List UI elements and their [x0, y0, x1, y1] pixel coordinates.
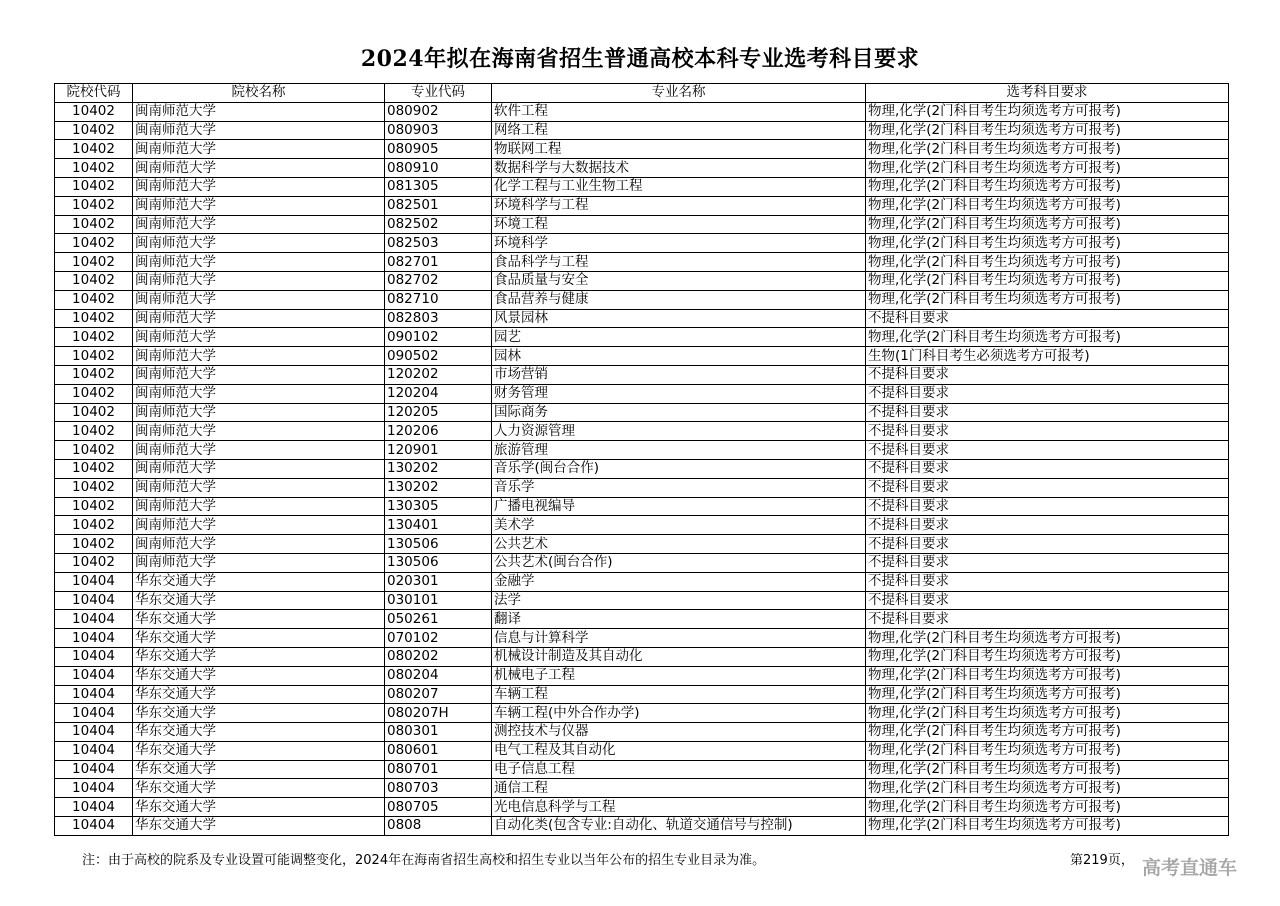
major-name-cell: 财务管理 — [492, 384, 866, 403]
major-name-cell: 环境科学与工程 — [492, 196, 866, 215]
school-code-cell: 10404 — [55, 817, 133, 836]
school-name-cell: 华东交通大学 — [133, 666, 385, 685]
school-code-cell: 10402 — [55, 459, 133, 478]
column-header-subject-requirement: 选考科目要求 — [866, 84, 1229, 103]
table-row — [55, 177, 1229, 196]
subject-requirement-cell: 物理,化学(2门科目考生均须选考方可报考) — [866, 779, 1229, 798]
school-name-cell: 闽南师范大学 — [133, 140, 385, 159]
major-name-cell: 园艺 — [492, 328, 866, 347]
school-code-cell: 10402 — [55, 215, 133, 234]
school-name-cell: 闽南师范大学 — [133, 253, 385, 272]
school-code-cell: 10402 — [55, 553, 133, 572]
subject-requirement-cell: 物理,化学(2门科目考生均须选考方可报考) — [866, 253, 1229, 272]
subject-requirement-cell: 不提科目要求 — [866, 384, 1229, 403]
school-name-cell: 闽南师范大学 — [133, 497, 385, 516]
school-name-cell: 闽南师范大学 — [133, 403, 385, 422]
table-row — [55, 685, 1229, 704]
table-row — [55, 309, 1229, 328]
table-row — [55, 328, 1229, 347]
school-code-cell: 10404 — [55, 760, 133, 779]
school-name-cell: 华东交通大学 — [133, 704, 385, 723]
major-name-cell: 机械设计制造及其自动化 — [492, 647, 866, 666]
table-row — [55, 591, 1229, 610]
subject-requirement-cell: 物理,化学(2门科目考生均须选考方可报考) — [866, 760, 1229, 779]
school-name-cell: 闽南师范大学 — [133, 553, 385, 572]
school-name-cell: 闽南师范大学 — [133, 271, 385, 290]
subject-requirement-cell: 物理,化学(2门科目考生均须选考方可报考) — [866, 177, 1229, 196]
subject-requirement-cell: 物理,化学(2门科目考生均须选考方可报考) — [866, 629, 1229, 648]
table-header-row — [55, 84, 1229, 103]
major-name-cell: 软件工程 — [492, 102, 866, 121]
major-code-cell: 082803 — [385, 309, 492, 328]
school-name-cell: 闽南师范大学 — [133, 215, 385, 234]
watermark-text: 高考直通车 — [1142, 857, 1238, 879]
major-name-cell: 食品科学与工程 — [492, 253, 866, 272]
subject-requirement-cell: 物理,化学(2门科目考生均须选考方可报考) — [866, 704, 1229, 723]
subject-requirement-cell: 物理,化学(2门科目考生均须选考方可报考) — [866, 215, 1229, 234]
table-row — [55, 553, 1229, 572]
major-code-cell: 120204 — [385, 384, 492, 403]
subject-requirement-cell: 不提科目要求 — [866, 365, 1229, 384]
major-name-cell: 法学 — [492, 591, 866, 610]
subject-requirement-cell: 不提科目要求 — [866, 441, 1229, 460]
subject-requirement-cell: 不提科目要求 — [866, 591, 1229, 610]
subject-requirement-cell: 物理,化学(2门科目考生均须选考方可报考) — [866, 140, 1229, 159]
table-row — [55, 215, 1229, 234]
table-row — [55, 271, 1229, 290]
subject-requirement-cell: 物理,化学(2门科目考生均须选考方可报考) — [866, 102, 1229, 121]
table-row — [55, 365, 1229, 384]
major-name-cell: 通信工程 — [492, 779, 866, 798]
school-code-cell: 10402 — [55, 309, 133, 328]
major-name-cell: 国际商务 — [492, 403, 866, 422]
school-code-cell: 10402 — [55, 516, 133, 535]
school-code-cell: 10402 — [55, 347, 133, 366]
table-row — [55, 290, 1229, 309]
major-code-cell: 080903 — [385, 121, 492, 140]
major-name-cell: 翻译 — [492, 610, 866, 629]
major-code-cell: 130305 — [385, 497, 492, 516]
school-code-cell: 10402 — [55, 177, 133, 196]
major-name-cell: 风景园林 — [492, 309, 866, 328]
school-name-cell: 华东交通大学 — [133, 572, 385, 591]
school-code-cell: 10402 — [55, 102, 133, 121]
subject-requirement-cell: 物理,化学(2门科目考生均须选考方可报考) — [866, 798, 1229, 817]
subject-requirement-cell: 物理,化学(2门科目考生均须选考方可报考) — [866, 159, 1229, 178]
table-row — [55, 459, 1229, 478]
major-name-cell: 机械电子工程 — [492, 666, 866, 685]
table-row — [55, 140, 1229, 159]
school-code-cell: 10402 — [55, 159, 133, 178]
school-code-cell: 10404 — [55, 591, 133, 610]
major-code-cell: 120205 — [385, 403, 492, 422]
major-code-cell: 082702 — [385, 271, 492, 290]
page-number: 第219页， — [1070, 853, 1134, 868]
subject-requirement-cell: 物理,化学(2门科目考生均须选考方可报考) — [866, 647, 1229, 666]
major-code-cell: 080207H — [385, 704, 492, 723]
subject-requirement-cell: 不提科目要求 — [866, 516, 1229, 535]
school-name-cell: 闽南师范大学 — [133, 516, 385, 535]
school-code-cell: 10402 — [55, 196, 133, 215]
major-name-cell: 网络工程 — [492, 121, 866, 140]
subject-requirement-cell: 不提科目要求 — [866, 403, 1229, 422]
table-row — [55, 121, 1229, 140]
major-code-cell: 0808 — [385, 817, 492, 836]
subject-requirement-cell: 物理,化学(2门科目考生均须选考方可报考) — [866, 723, 1229, 742]
subject-requirement-cell: 物理,化学(2门科目考生均须选考方可报考) — [866, 196, 1229, 215]
school-name-cell: 闽南师范大学 — [133, 196, 385, 215]
table-row — [55, 535, 1229, 554]
table-row — [55, 196, 1229, 215]
school-code-cell: 10404 — [55, 741, 133, 760]
school-name-cell: 闽南师范大学 — [133, 384, 385, 403]
major-name-cell: 人力资源管理 — [492, 422, 866, 441]
major-name-cell: 旅游管理 — [492, 441, 866, 460]
table-row — [55, 253, 1229, 272]
major-code-cell: 082701 — [385, 253, 492, 272]
school-code-cell: 10404 — [55, 779, 133, 798]
table-row — [55, 741, 1229, 760]
subject-requirement-cell: 不提科目要求 — [866, 572, 1229, 591]
subject-requirement-cell: 生物(1门科目考生必须选考方可报考) — [866, 347, 1229, 366]
table-row — [55, 516, 1229, 535]
school-code-cell: 10402 — [55, 121, 133, 140]
major-code-cell: 090102 — [385, 328, 492, 347]
major-name-cell: 音乐学 — [492, 478, 866, 497]
school-name-cell: 闽南师范大学 — [133, 478, 385, 497]
school-code-cell: 10404 — [55, 647, 133, 666]
column-header-major-code: 专业代码 — [385, 84, 492, 103]
table-row — [55, 798, 1229, 817]
subject-requirement-cell: 物理,化学(2门科目考生均须选考方可报考) — [866, 328, 1229, 347]
major-name-cell: 食品营养与健康 — [492, 290, 866, 309]
requirements-table — [54, 83, 1229, 836]
subject-requirement-cell: 物理,化学(2门科目考生均须选考方可报考) — [866, 271, 1229, 290]
school-code-cell: 10402 — [55, 253, 133, 272]
subject-requirement-cell: 物理,化学(2门科目考生均须选考方可报考) — [866, 234, 1229, 253]
major-name-cell: 电气工程及其自动化 — [492, 741, 866, 760]
school-name-cell: 闽南师范大学 — [133, 459, 385, 478]
table-row — [55, 102, 1229, 121]
school-code-cell: 10404 — [55, 723, 133, 742]
school-code-cell: 10402 — [55, 271, 133, 290]
school-name-cell: 华东交通大学 — [133, 647, 385, 666]
footnote: 注：由于高校的院系及专业设置可能调整变化，2024年在海南省招生高校和招生专业以当年公布的招生专业目录为准。 — [82, 853, 766, 868]
table-row — [55, 760, 1229, 779]
major-code-cell: 080902 — [385, 102, 492, 121]
school-code-cell: 10402 — [55, 497, 133, 516]
major-name-cell: 光电信息科学与工程 — [492, 798, 866, 817]
major-code-cell: 030101 — [385, 591, 492, 610]
major-code-cell: 080705 — [385, 798, 492, 817]
table-row — [55, 497, 1229, 516]
school-name-cell: 闽南师范大学 — [133, 328, 385, 347]
major-name-cell: 公共艺术 — [492, 535, 866, 554]
subject-requirement-cell: 不提科目要求 — [866, 553, 1229, 572]
major-code-cell: 080204 — [385, 666, 492, 685]
school-name-cell: 闽南师范大学 — [133, 535, 385, 554]
school-code-cell: 10402 — [55, 234, 133, 253]
school-name-cell: 闽南师范大学 — [133, 309, 385, 328]
table-row — [55, 723, 1229, 742]
major-code-cell: 082502 — [385, 215, 492, 234]
major-name-cell: 美术学 — [492, 516, 866, 535]
table-row — [55, 817, 1229, 836]
school-name-cell: 闽南师范大学 — [133, 121, 385, 140]
school-name-cell: 闽南师范大学 — [133, 290, 385, 309]
school-code-cell: 10402 — [55, 441, 133, 460]
subject-requirement-cell: 不提科目要求 — [866, 610, 1229, 629]
school-code-cell: 10402 — [55, 290, 133, 309]
major-name-cell: 化学工程与工业生物工程 — [492, 177, 866, 196]
table-row — [55, 478, 1229, 497]
school-name-cell: 华东交通大学 — [133, 817, 385, 836]
column-header-school-code: 院校代码 — [55, 84, 133, 103]
school-code-cell: 10404 — [55, 629, 133, 648]
table-row — [55, 629, 1229, 648]
subject-requirement-cell: 物理,化学(2门科目考生均须选考方可报考) — [866, 121, 1229, 140]
subject-requirement-cell: 物理,化学(2门科目考生均须选考方可报考) — [866, 685, 1229, 704]
major-code-cell: 120901 — [385, 441, 492, 460]
school-name-cell: 华东交通大学 — [133, 741, 385, 760]
subject-requirement-cell: 不提科目要求 — [866, 497, 1229, 516]
table-row — [55, 422, 1229, 441]
major-code-cell: 120202 — [385, 365, 492, 384]
page-title: 2024年拟在海南省招生普通高校本科专业选考科目要求 — [360, 46, 920, 72]
school-name-cell: 华东交通大学 — [133, 779, 385, 798]
school-code-cell: 10402 — [55, 328, 133, 347]
major-code-cell: 080601 — [385, 741, 492, 760]
major-name-cell: 数据科学与大数据技术 — [492, 159, 866, 178]
major-name-cell: 车辆工程(中外合作办学) — [492, 704, 866, 723]
subject-requirement-cell: 物理,化学(2门科目考生均须选考方可报考) — [866, 666, 1229, 685]
major-code-cell: 130506 — [385, 553, 492, 572]
table-row — [55, 647, 1229, 666]
subject-requirement-cell: 物理,化学(2门科目考生均须选考方可报考) — [866, 741, 1229, 760]
table-row — [55, 384, 1229, 403]
school-name-cell: 闽南师范大学 — [133, 365, 385, 384]
school-code-cell: 10404 — [55, 798, 133, 817]
major-code-cell: 090502 — [385, 347, 492, 366]
table-row — [55, 610, 1229, 629]
subject-requirement-cell: 物理,化学(2门科目考生均须选考方可报考) — [866, 817, 1229, 836]
major-code-cell: 080301 — [385, 723, 492, 742]
major-code-cell: 080701 — [385, 760, 492, 779]
major-code-cell: 130202 — [385, 459, 492, 478]
major-name-cell: 环境工程 — [492, 215, 866, 234]
school-code-cell: 10402 — [55, 478, 133, 497]
school-name-cell: 华东交通大学 — [133, 629, 385, 648]
major-name-cell: 园林 — [492, 347, 866, 366]
table-row — [55, 779, 1229, 798]
school-code-cell: 10402 — [55, 403, 133, 422]
subject-requirement-cell: 不提科目要求 — [866, 535, 1229, 554]
school-name-cell: 闽南师范大学 — [133, 159, 385, 178]
major-code-cell: 130401 — [385, 516, 492, 535]
school-name-cell: 华东交通大学 — [133, 610, 385, 629]
major-code-cell: 080910 — [385, 159, 492, 178]
table-row — [55, 159, 1229, 178]
school-name-cell: 华东交通大学 — [133, 798, 385, 817]
table-row — [55, 704, 1229, 723]
school-code-cell: 10404 — [55, 666, 133, 685]
school-name-cell: 华东交通大学 — [133, 723, 385, 742]
column-header-school-name: 院校名称 — [133, 84, 385, 103]
school-code-cell: 10402 — [55, 140, 133, 159]
major-code-cell: 082503 — [385, 234, 492, 253]
table-row — [55, 403, 1229, 422]
major-name-cell: 市场营销 — [492, 365, 866, 384]
subject-requirement-cell: 不提科目要求 — [866, 478, 1229, 497]
major-code-cell: 070102 — [385, 629, 492, 648]
school-code-cell: 10404 — [55, 572, 133, 591]
school-name-cell: 华东交通大学 — [133, 591, 385, 610]
major-name-cell: 车辆工程 — [492, 685, 866, 704]
major-code-cell: 082710 — [385, 290, 492, 309]
subject-requirement-cell: 不提科目要求 — [866, 422, 1229, 441]
major-code-cell: 130506 — [385, 535, 492, 554]
major-code-cell: 080202 — [385, 647, 492, 666]
school-name-cell: 华东交通大学 — [133, 685, 385, 704]
major-code-cell: 120206 — [385, 422, 492, 441]
school-code-cell: 10404 — [55, 704, 133, 723]
table-row — [55, 347, 1229, 366]
school-name-cell: 闽南师范大学 — [133, 422, 385, 441]
subject-requirement-cell: 不提科目要求 — [866, 309, 1229, 328]
school-code-cell: 10402 — [55, 535, 133, 554]
major-code-cell: 080703 — [385, 779, 492, 798]
major-code-cell: 082501 — [385, 196, 492, 215]
table-row — [55, 441, 1229, 460]
major-code-cell: 081305 — [385, 177, 492, 196]
school-name-cell: 闽南师范大学 — [133, 441, 385, 460]
subject-requirement-cell: 物理,化学(2门科目考生均须选考方可报考) — [866, 290, 1229, 309]
table-row — [55, 666, 1229, 685]
school-name-cell: 闽南师范大学 — [133, 234, 385, 253]
table-row — [55, 234, 1229, 253]
major-name-cell: 广播电视编导 — [492, 497, 866, 516]
school-code-cell: 10402 — [55, 384, 133, 403]
major-name-cell: 公共艺术(闽台合作) — [492, 553, 866, 572]
major-name-cell: 电子信息工程 — [492, 760, 866, 779]
major-name-cell: 金融学 — [492, 572, 866, 591]
major-name-cell: 音乐学(闽台合作) — [492, 459, 866, 478]
school-name-cell: 闽南师范大学 — [133, 177, 385, 196]
school-name-cell: 闽南师范大学 — [133, 102, 385, 121]
major-name-cell: 物联网工程 — [492, 140, 866, 159]
school-code-cell: 10402 — [55, 422, 133, 441]
school-name-cell: 华东交通大学 — [133, 760, 385, 779]
major-name-cell: 信息与计算科学 — [492, 629, 866, 648]
table-row — [55, 572, 1229, 591]
table-body — [55, 102, 1229, 835]
major-code-cell: 020301 — [385, 572, 492, 591]
major-code-cell: 080207 — [385, 685, 492, 704]
school-code-cell: 10404 — [55, 610, 133, 629]
major-name-cell: 食品质量与安全 — [492, 271, 866, 290]
major-code-cell: 130202 — [385, 478, 492, 497]
column-header-major-name: 专业名称 — [492, 84, 866, 103]
major-code-cell: 080905 — [385, 140, 492, 159]
major-name-cell: 环境科学 — [492, 234, 866, 253]
school-code-cell: 10402 — [55, 365, 133, 384]
major-name-cell: 测控技术与仪器 — [492, 723, 866, 742]
major-code-cell: 050261 — [385, 610, 492, 629]
school-code-cell: 10404 — [55, 685, 133, 704]
subject-requirement-cell: 不提科目要求 — [866, 459, 1229, 478]
school-name-cell: 闽南师范大学 — [133, 347, 385, 366]
major-name-cell: 自动化类(包含专业:自动化、轨道交通信号与控制) — [492, 817, 866, 836]
